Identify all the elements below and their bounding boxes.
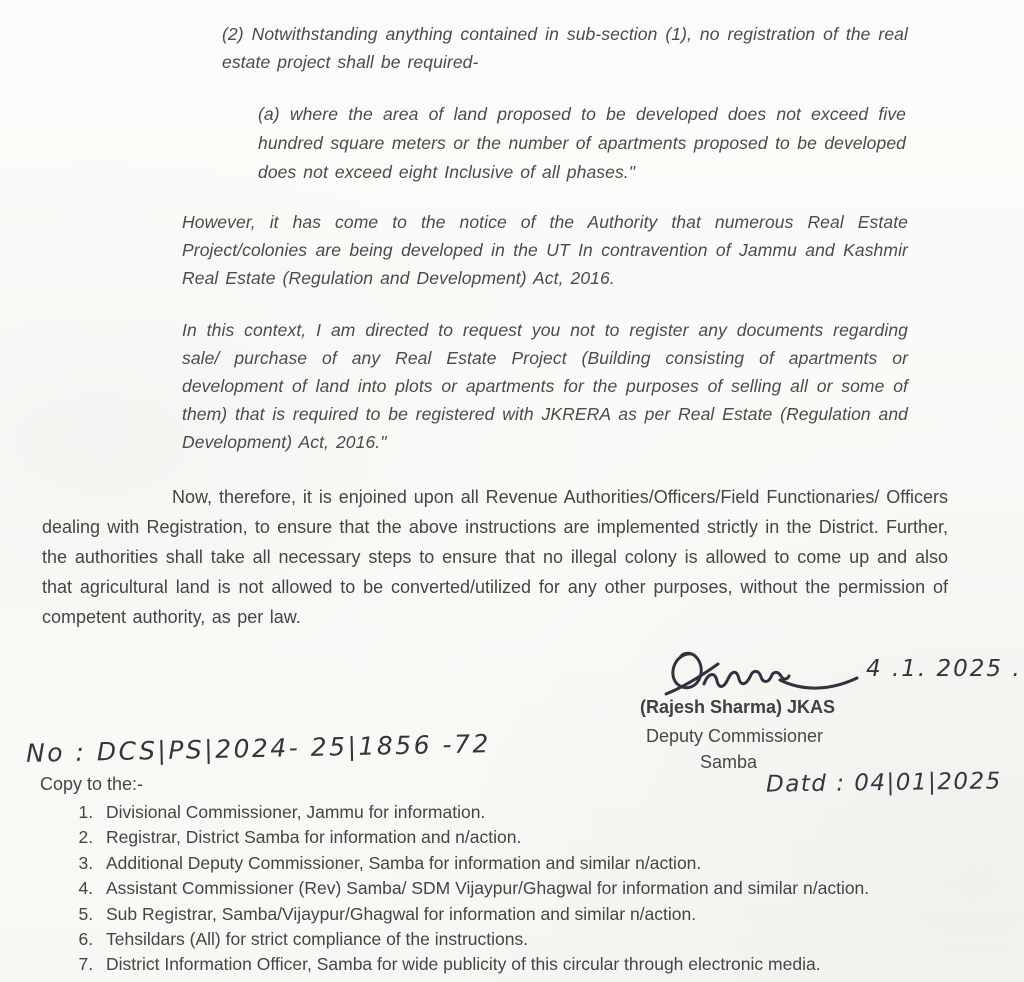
copy-distribution-list (64, 800, 998, 978)
copy-list-item: 7. District Information Officer, Samba for wide publicity of this circular through electronic media. (98, 952, 998, 977)
quoted-clause-a: (a) where the area of land proposed to be developed does not exceed five hundred square meters or the number of apartments proposed to be developed does not exceed eight Inclusive of all phases." (258, 104, 906, 182)
body-paragraph: Now, therefore, it is enjoined upon all Revenue Authorities/Officers/Field Functionaries/ Officers dealing with Registration, to ensure that the above instructions are implemented strictly in the District. Further, the authorities shall take all necessary steps to ensure that no illegal colony is allowed to come up and also that agricultural land is not allowed to be converted/utilized for any other purposes, without the permission of competent authority, as per law. (42, 487, 948, 627)
reference-number-handwritten: No : DCS|PS|2024- 25|1856 -72 (25, 729, 492, 768)
quoted-subsection-2: (2) Notwithstanding anything contained in sub-section (1), no registration of the real estate project shall be required- (222, 24, 908, 72)
copy-list-item: 4. Assistant Commissioner (Rev) Samba/ SDM Vijaypur/Ghagwal for information and similar n/action. (98, 876, 998, 901)
quoted-para-context: In this context, I am directed to request you not to register any documents regarding sale/ purchase of any Real Estate Project (Building consisting of apartments or development of land into plots or apartments for the purposes of selling all or some of them) that is required to be registered with JKRERA as per Real Estate (Regulation and Development) Act, 2016." (182, 320, 908, 452)
signatory-name: (Rajesh Sharma) JKAS (640, 697, 836, 717)
quoted-para-however: However, it has come to the notice of the Authority that numerous Real Estate Project/colonies are being developed in the UT In contravention of Jammu and Kashmir Real Estate (Regulation and Development) Act, 2016. (182, 212, 908, 288)
signature-date-handwritten: 4 .1. 2025 . (866, 656, 1022, 682)
copy-list-item: 3. Additional Deputy Commissioner, Samba for information and similar n/action. (98, 851, 998, 876)
copy-list-item: 6. Tehsildars (All) for strict compliance of the instructions. (98, 927, 998, 952)
copy-to-heading: Copy to the:- (40, 774, 144, 794)
copy-list-item: 2. Registrar, District Samba for information and n/action. (98, 825, 998, 850)
copy-list-item: 5. Sub Registrar, Samba/Vijaypur/Ghagwal for information and similar n/action. (98, 902, 998, 927)
signature-scribble (652, 644, 862, 702)
signatory-office: Samba (700, 752, 758, 772)
dated-note-handwritten: Datd : 04|01|2025 (765, 768, 1003, 798)
copy-list-item: 1. Divisional Commissioner, Jammu for information. (98, 800, 998, 825)
signatory-title: Deputy Commissioner (646, 726, 824, 746)
